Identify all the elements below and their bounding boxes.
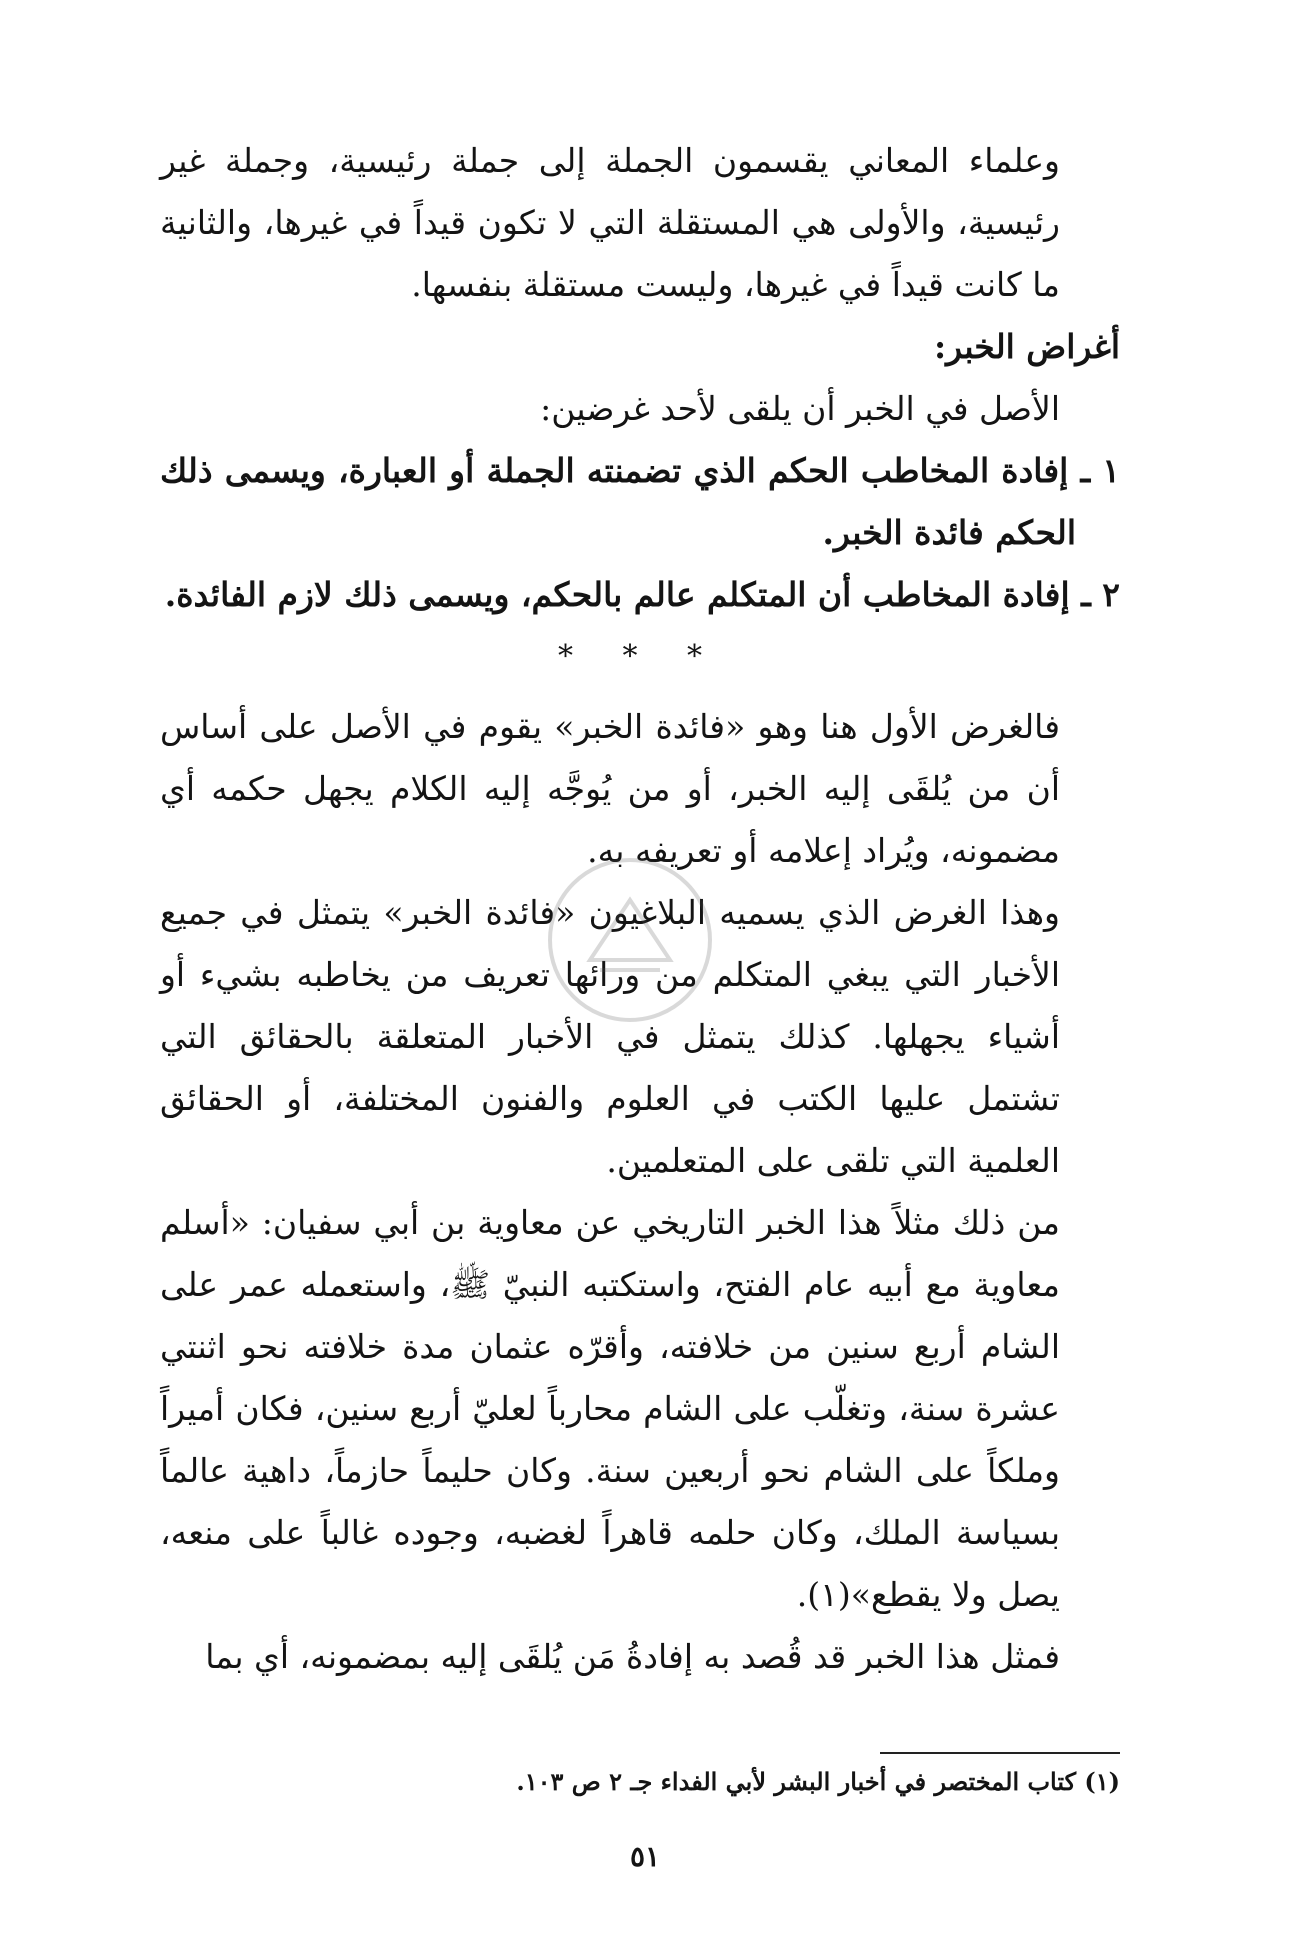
page-number: ٥١ — [629, 1840, 661, 1873]
paragraph-muawiya-example: من ذلك مثلاً هذا الخبر التاريخي عن معاوية بن أبي سفيان: «أسلم معاوية مع أبيه عام الفتح، واستكتبه النبيّ ﷺ، واستعمله عمر على الشام أربع سنين من خلافته، وأقرّه عثمان مدة خلافته نحو اثنتي عشرة سنة، وتغلّب على الشام محارباً لعليّ أربع سنين، فكان أميراً وملكاً على الشام نحو أربعين سنة. وكان حليماً حازماً، داهية عالماً بسياسة الملك، وكان حلمه قاهراً لغضبه، وجوده غالباً على منعه، يصل ولا يقطع»(١). — [160, 1203, 1060, 1614]
library-stamp-icon — [530, 840, 730, 1040]
paragraph-first-purpose-explained: فالغرض الأول هنا وهو «فائدة الخبر» يقوم في الأصل على أساس أن من يُلقَى إليه الخبر، أو من يُوجَّه إليه الكلام يجهل حكمه أي مضمونه، ويُراد إعلامه أو تعريفه به. — [160, 707, 1060, 870]
list-item-first-purpose: ١ ـ إفادة المخاطب الحكم الذي تضمنته الجملة أو العبارة، ويسمى ذلك الحكم فائدة الخبر. — [160, 451, 1120, 552]
footnote-divider — [880, 1752, 1120, 1754]
footnote: (١) كتاب المختصر في أخبار البشر لأبي الفداء جـ ٢ ص ١٠٣. — [516, 1767, 1120, 1796]
section-divider: * * * — [557, 639, 723, 674]
paragraph-rhetoricians: وهذا الغرض الذي يسميه البلاغيون «فائدة الخبر» يتمثل في جميع الأخبار التي يبغي المتكلم من ورائها تعريف من يخاطبه بشيء أو أشياء يجهلها. كذلك يتمثل في الأخبار المتعلقة بالحقائق التي تشتمل عليها الكتب في العلوم والفنون المختلفة، أو الحقائق العلمية التي تلقى على المتعلمين. — [160, 893, 1060, 1180]
paragraph-conclusion: فمثل هذا الخبر قد قُصد به إفادةُ مَن يُلقَى إليه بمضمونه، أي بما — [205, 1637, 1060, 1676]
paragraph-sentence-types: وعلماء المعاني يقسمون الجملة إلى جملة رئيسية، وجملة غير رئيسية، والأولى هي المستقلة التي لا تكون قيداً في غيرها، والثانية ما كانت قيداً في غيرها، وليست مستقلة بنفسها. — [160, 141, 1060, 304]
paragraph-two-purposes: الأصل في الخبر أن يلقى لأحد غرضين: — [540, 389, 1060, 428]
list-item-second-purpose: ٢ ـ إفادة المخاطب أن المتكلم عالم بالحكم، ويسمى ذلك لازم الفائدة. — [164, 575, 1120, 614]
section-heading: أغراض الخبر: — [933, 327, 1120, 366]
